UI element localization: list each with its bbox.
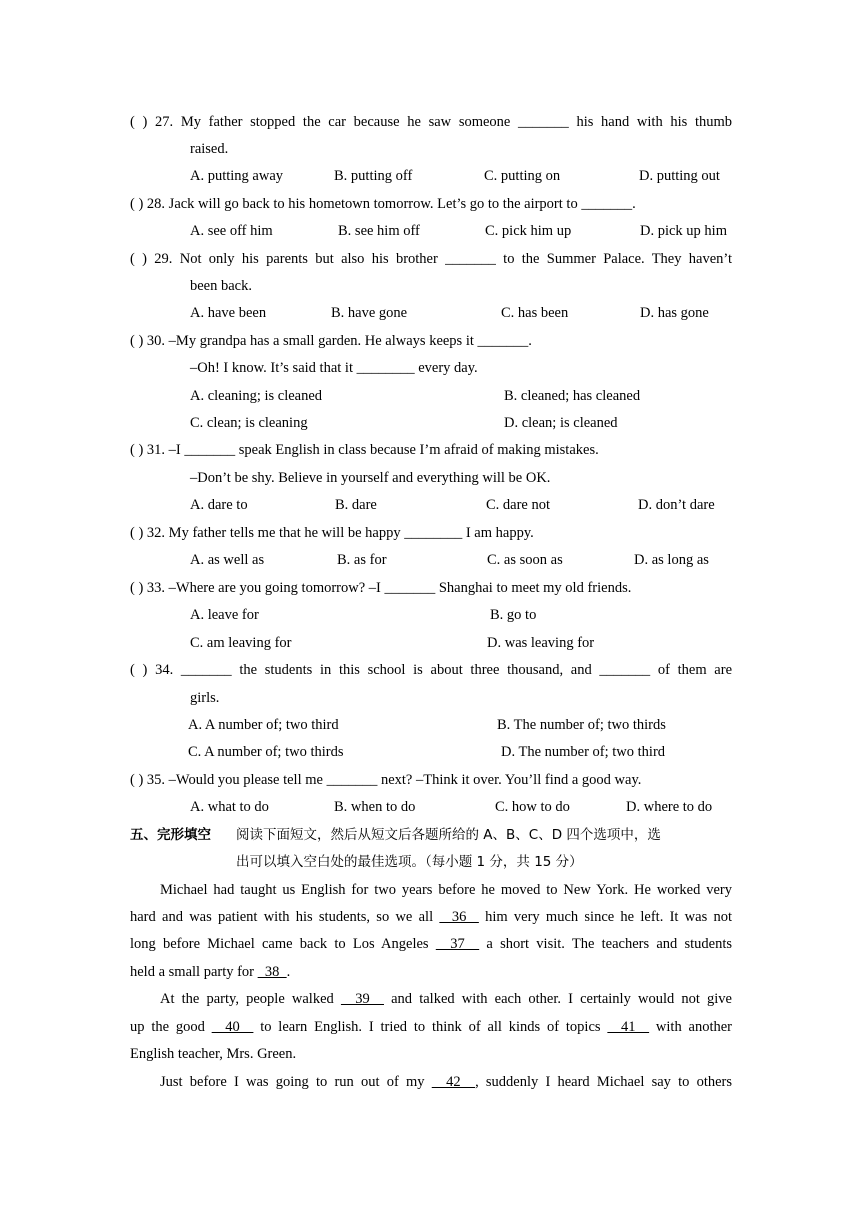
text-span: with another xyxy=(649,1019,732,1035)
option-a: A. putting away xyxy=(190,168,284,184)
answer-bracket: ( ) xyxy=(130,251,147,267)
option-d: D. as long as xyxy=(634,552,709,568)
question-number: 27. xyxy=(155,114,174,130)
section-instructions-cont: 出可以填入空白处的最佳选项。（每小题 1 分，共 15 分） xyxy=(236,854,583,870)
option-b: B. have gone xyxy=(331,305,408,321)
question-text-cont: –Don’t be shy. Believe in yourself and everything will be OK. xyxy=(190,470,551,486)
option-b: B. go to xyxy=(490,607,537,623)
question-35 xyxy=(130,771,641,789)
option-c: C. clean; is cleaning xyxy=(190,415,308,431)
text-span: to learn English. I tried to think of all kinds of topics xyxy=(253,1019,608,1035)
question-text: Jack will go back to his hometown tomorrow. Let’s go to the airport to _______. xyxy=(168,196,636,212)
question-text: –Where are you going tomorrow? –I _______ Shanghai to meet my old friends. xyxy=(168,580,632,596)
option-a: A. see off him xyxy=(190,223,273,239)
text-span: At the party, people walked xyxy=(160,991,341,1007)
option-a: A. as well as xyxy=(190,552,265,568)
section-title: 五、完形填空 xyxy=(130,827,211,843)
question-number: 30. xyxy=(146,333,166,349)
question-33 xyxy=(130,579,631,597)
question-text-cont: raised. xyxy=(190,141,229,157)
answer-bracket: ( ) xyxy=(130,442,144,458)
blank-40: 40 xyxy=(211,1019,254,1035)
option-a: A. have been xyxy=(190,305,267,321)
question-number: 34. xyxy=(155,662,174,678)
option-c: C. dare not xyxy=(486,497,551,513)
question-number: 28. xyxy=(146,196,166,212)
question-32 xyxy=(130,524,534,542)
option-c: C. has been xyxy=(501,305,569,321)
question-text-cont: –Oh! I know. It’s said that it ________ every day. xyxy=(190,360,478,376)
text-span: a short visit. The teachers and students xyxy=(479,936,733,952)
option-b: B. dare xyxy=(335,497,377,513)
option-a: A. leave for xyxy=(190,607,259,623)
question-31 xyxy=(130,441,599,459)
option-c: C. as soon as xyxy=(487,552,563,568)
option-d: D. don’t dare xyxy=(638,497,715,513)
text-span: . xyxy=(286,964,291,980)
question-text-cont: been back. xyxy=(190,278,252,294)
option-a: A. dare to xyxy=(190,497,248,513)
question-number: 29. xyxy=(154,251,173,267)
blank-41: 41 xyxy=(607,1019,650,1035)
question-number: 32. xyxy=(146,525,166,541)
option-b: B. The number of; two thirds xyxy=(497,717,666,733)
option-d: D. was leaving for xyxy=(487,635,595,651)
option-b: B. cleaned; has cleaned xyxy=(504,388,641,404)
option-d: D. clean; is cleaned xyxy=(504,415,618,431)
answer-bracket: ( ) xyxy=(130,580,144,596)
option-d: D. The number of; two third xyxy=(501,744,666,760)
blank-37: 37 xyxy=(435,936,480,952)
text-span: and talked with each other. I certainly would not give xyxy=(383,991,732,1007)
passage-line: Michael had taught us English for two years before he moved to New York. He worked very xyxy=(160,882,732,898)
question-text-cont: girls. xyxy=(190,690,220,706)
blank-39: 39 xyxy=(340,991,384,1007)
passage-line xyxy=(130,935,732,953)
answer-bracket: ( ) xyxy=(130,772,144,788)
passage-line xyxy=(130,963,290,981)
text-span: long before Michael came back to Los Angeles xyxy=(130,936,436,952)
text-span: up the good xyxy=(130,1019,212,1035)
blank-42: 42 xyxy=(431,1074,476,1090)
option-b: B. putting off xyxy=(334,168,413,184)
question-27 xyxy=(130,113,732,131)
question-number: 31. xyxy=(146,442,166,458)
option-d: D. pick up him xyxy=(640,223,727,239)
question-number: 33. xyxy=(146,580,166,596)
passage-line xyxy=(160,1073,732,1091)
section-instructions: 阅读下面短文，然后从短文后各题所给的 A、B、C、D 四个选项中，选 xyxy=(236,827,661,843)
question-text: My father tells me that he will be happy ________ I am happy. xyxy=(168,525,534,541)
answer-bracket: ( ) xyxy=(130,333,144,349)
answer-bracket: ( ) xyxy=(130,114,148,130)
question-text: My father stopped the car because he saw someone _______ his hand with his thumb xyxy=(180,114,733,130)
question-29 xyxy=(130,250,732,268)
option-b: B. see him off xyxy=(338,223,420,239)
blank-36: 36 xyxy=(439,909,479,925)
option-c: C. A number of; two thirds xyxy=(188,744,344,760)
passage-line: English teacher, Mrs. Green. xyxy=(130,1046,297,1062)
option-c: C. am leaving for xyxy=(190,635,292,651)
passage-line xyxy=(130,1018,732,1036)
answer-bracket: ( ) xyxy=(130,196,144,212)
answer-bracket: ( ) xyxy=(130,525,144,541)
question-28 xyxy=(130,195,636,213)
option-d: D. where to do xyxy=(626,799,713,815)
option-b: B. when to do xyxy=(334,799,416,815)
option-d: D. has gone xyxy=(640,305,709,321)
text-span: hard and was patient with his students, so we all xyxy=(130,909,440,925)
question-text: –My grandpa has a small garden. He always keeps it _______. xyxy=(168,333,532,349)
option-c: C. putting on xyxy=(484,168,561,184)
option-c: C. pick him up xyxy=(485,223,572,239)
passage-line xyxy=(130,908,732,926)
question-text: –I _______ speak English in class because I’m afraid of making mistakes. xyxy=(168,442,599,458)
question-text: Not only his parents but also his brother _______ to the Summer Palace. They haven’t xyxy=(179,251,733,267)
option-a: A. cleaning; is cleaned xyxy=(190,388,323,404)
option-d: D. putting out xyxy=(639,168,720,184)
question-34 xyxy=(130,661,732,679)
question-number: 35. xyxy=(146,772,166,788)
option-b: B. as for xyxy=(337,552,387,568)
question-text: _______ the students in this school is about three thousand, and _______ of them are xyxy=(180,662,733,678)
text-span: Just before I was going to run out of my xyxy=(160,1074,432,1090)
answer-bracket: ( ) xyxy=(130,662,148,678)
text-span: , suddenly I heard Michael say to others xyxy=(475,1074,733,1090)
question-30 xyxy=(130,332,532,350)
option-c: C. how to do xyxy=(495,799,570,815)
question-text: –Would you please tell me _______ next? –Think it over. You’ll find a good way. xyxy=(168,772,642,788)
text-span: him very much since he left. It was not xyxy=(478,909,733,925)
passage-line xyxy=(160,990,732,1008)
option-a: A. what to do xyxy=(190,799,269,815)
blank-38: 38 xyxy=(257,964,287,980)
option-a: A. A number of; two third xyxy=(188,717,339,733)
text-span: held a small party for xyxy=(130,964,258,980)
